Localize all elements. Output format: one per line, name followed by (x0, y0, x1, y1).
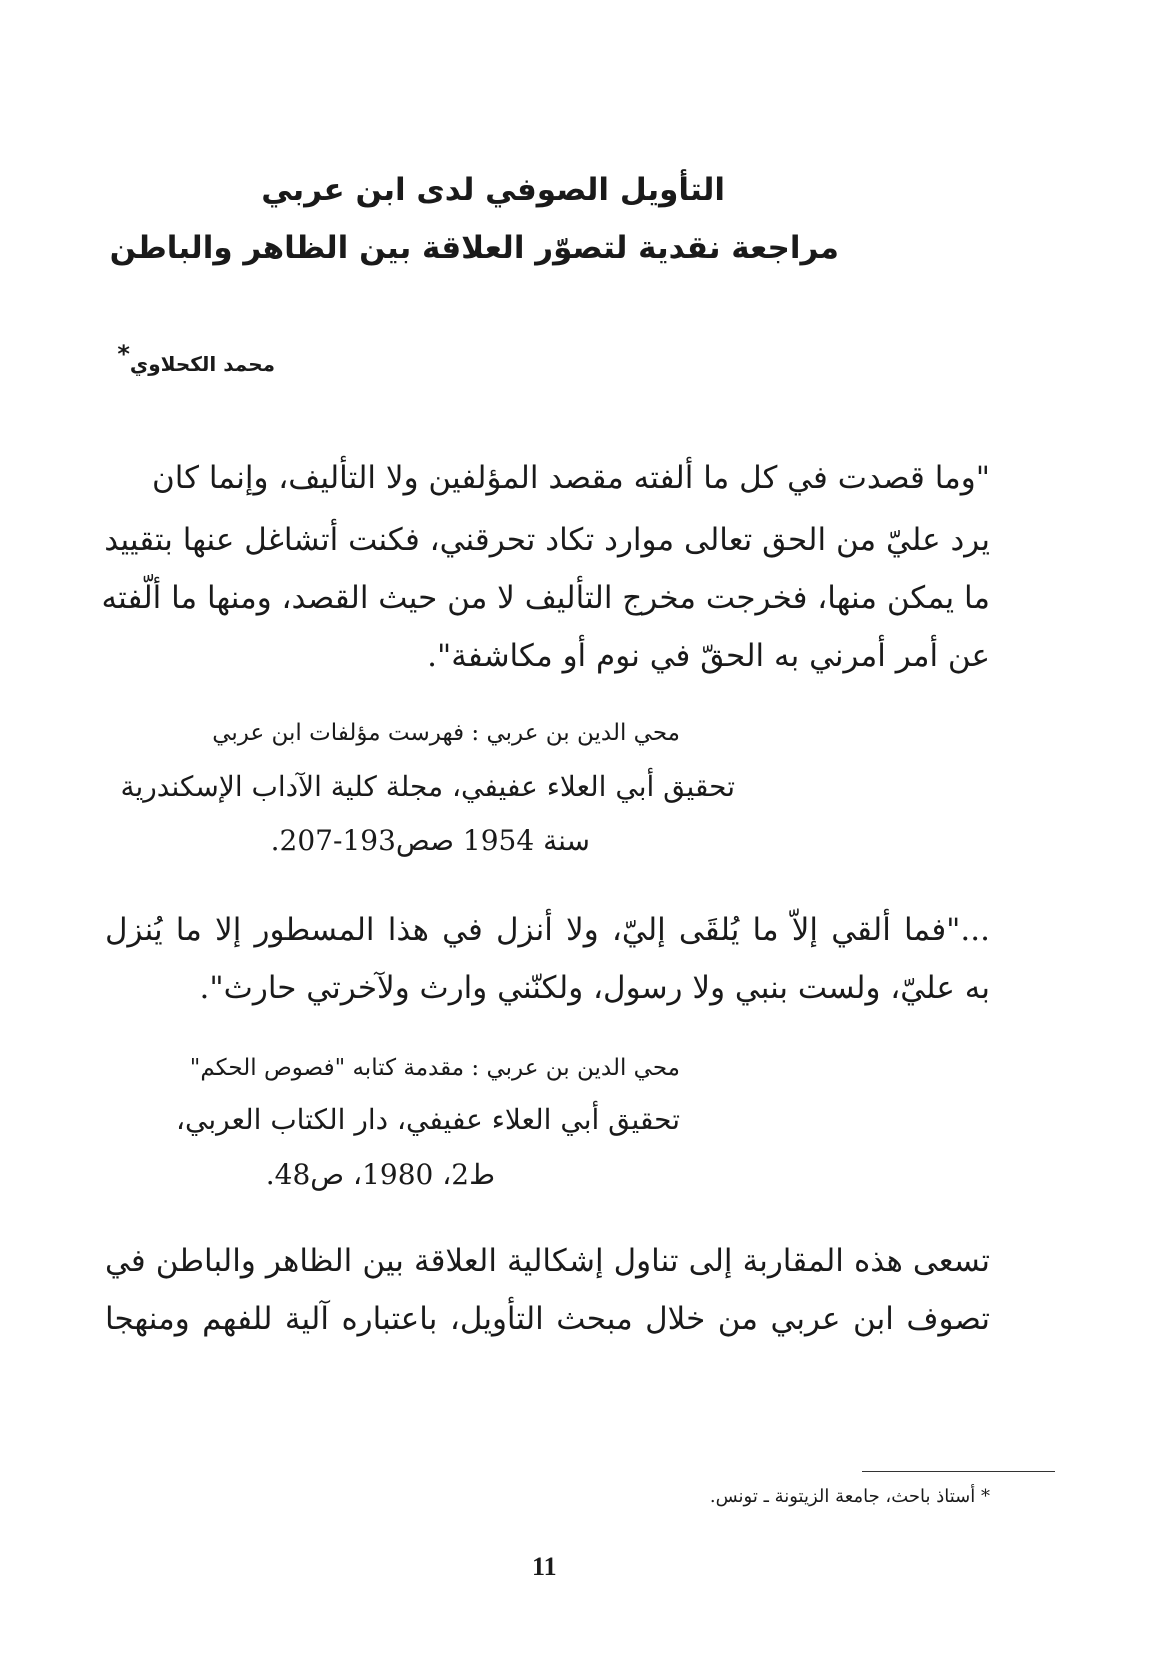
quote2-line-2: به عليّ، ولست بنبي ولا رسول، ولكنّني وارث ولآخرتي حارث". (199, 970, 990, 1006)
intro-line-2: تصوف ابن عربي من خلال مبحث التأويل، باعتباره آلية للفهم ومنهجا (105, 1301, 990, 1337)
article-title: التأويل الصوفي لدى ابن عربي (261, 172, 725, 208)
quote1-line-4: عن أمر أمرني به الحقّ في نوم أو مكاشفة". (427, 638, 990, 674)
footnote-divider (862, 1471, 1055, 1472)
citation2-line-1: محي الدين بن عربي : مقدمة كتابه "فصوص الحكم" (189, 1055, 680, 1081)
citation2-line-2: تحقيق أبي العلاء عفيفي، دار الكتاب العربي، (175, 1103, 680, 1136)
citation1-line-3: سنة 1954 صص193-207. (270, 824, 590, 857)
author-name: محمد الكحلاوي (129, 352, 275, 376)
intro-line-1: تسعى هذه المقاربة إلى تناول إشكالية العلاقة بين الظاهر والباطن في (105, 1243, 990, 1279)
citation1-line-1: محي الدين بن عربي : فهرست مؤلفات ابن عربي (212, 720, 680, 746)
quote1-line-2: يرد عليّ من الحق تعالى موارد تكاد تحرقني، فكنت أتشاغل عنها بتقييد (104, 522, 990, 558)
footnote-text: * أستاذ باحث، جامعة الزيتونة ـ تونس. (709, 1486, 990, 1507)
citation1-line-2: تحقيق أبي العلاء عفيفي، مجلة كلية الآداب الإسكندرية (120, 770, 735, 803)
citation2-line-3: ط2، 1980، ص48. (265, 1158, 495, 1191)
author-byline (117, 340, 275, 380)
quote1-line-1: "وما قصدت في كل ما ألفته مقصد المؤلفين ولا التأليف، وإنما كان (152, 460, 990, 496)
page-number: 11 (532, 1552, 557, 1581)
quote2-line-1: ..."فما ألقي إلاّ ما يُلقَى إليّ، ولا أنزل في هذا المسطور إلا ما يُنزل (105, 912, 990, 948)
footnote-marker: * (117, 340, 130, 368)
quote1-line-3: ما يمكن منها، فخرجت مخرج التأليف لا من حيث القصد، ومنها ما ألّفته (101, 580, 990, 616)
article-subtitle: مراجعة نقدية لتصوّر العلاقة بين الظاهر والباطن (109, 230, 839, 266)
